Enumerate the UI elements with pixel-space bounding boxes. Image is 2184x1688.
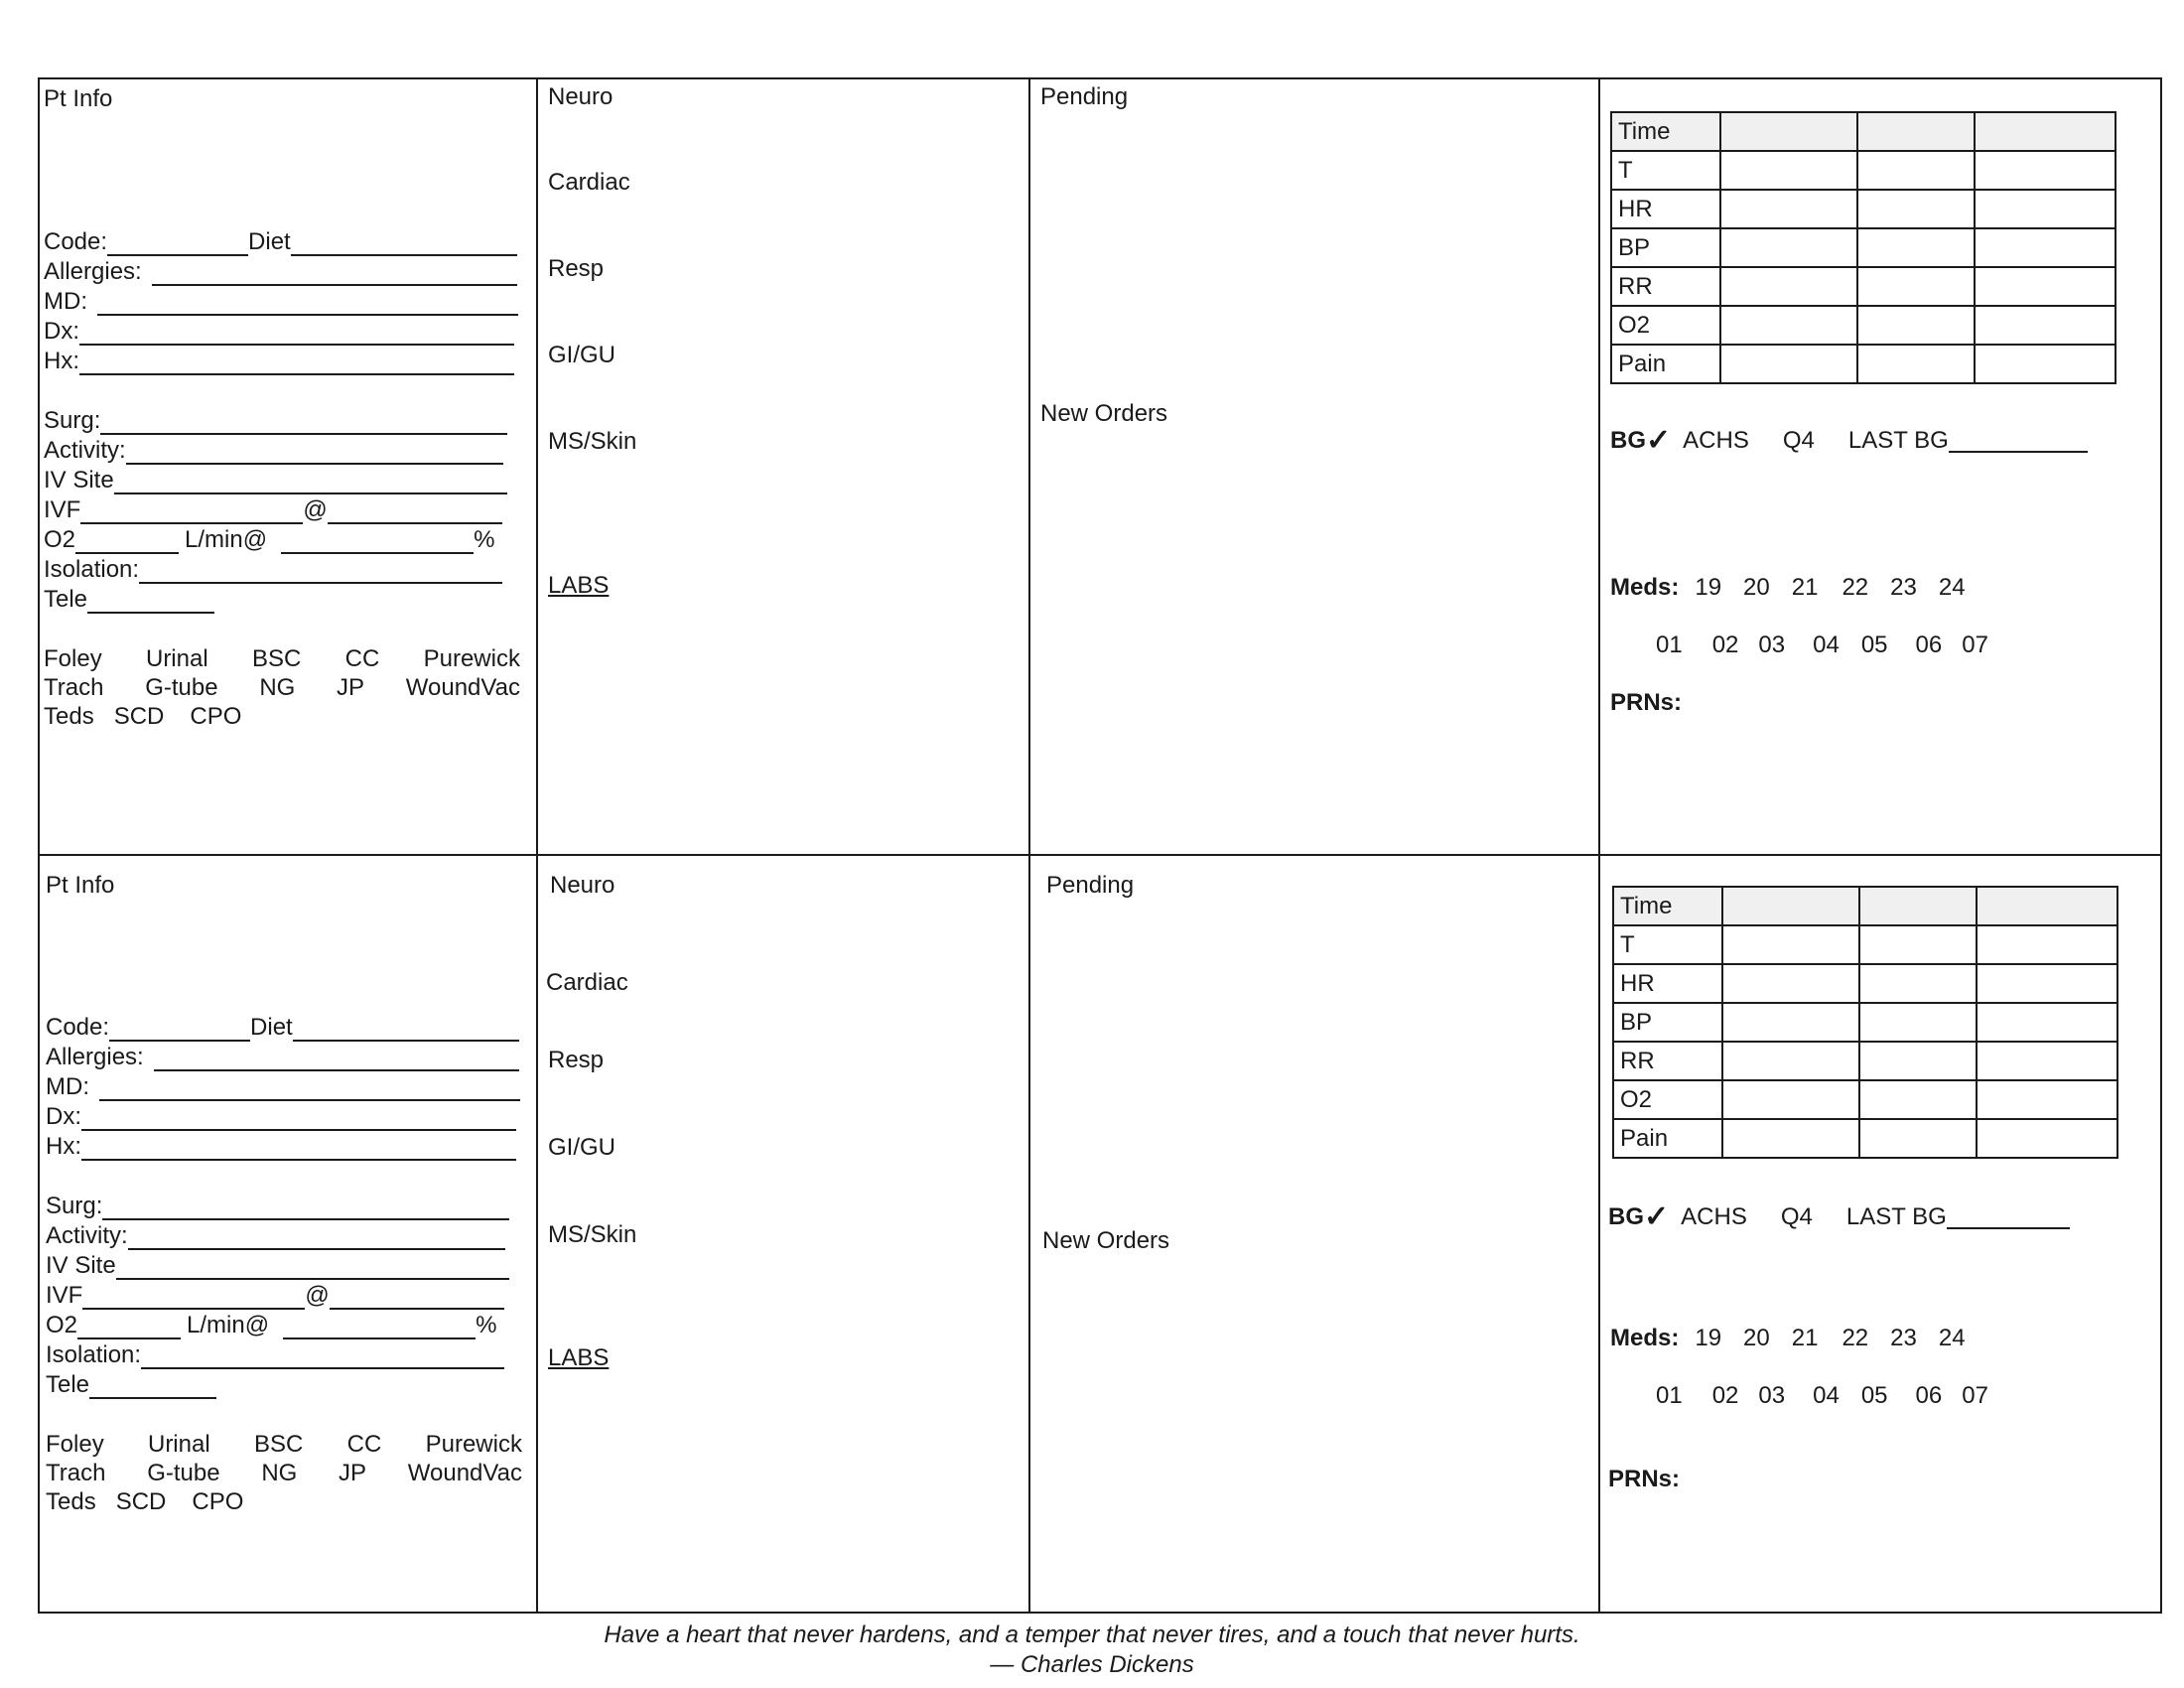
vitals-row-label: HR	[1611, 190, 1720, 228]
iv-site-field[interactable]: IV Site	[46, 1252, 509, 1280]
msskin-label: MS/Skin	[548, 428, 637, 455]
vitals-cell[interactable]	[1720, 306, 1857, 345]
vitals-row-label: O2	[1613, 1080, 1722, 1119]
vitals-row-label: RR	[1613, 1042, 1722, 1080]
vitals-cell[interactable]	[1720, 151, 1857, 190]
allergies-field[interactable]: Allergies:	[44, 258, 517, 286]
med-hour[interactable]: 02	[1711, 632, 1739, 658]
device-option[interactable]: CC	[346, 1431, 382, 1458]
md-field[interactable]: MD:	[44, 288, 518, 316]
vitals-cell[interactable]	[1857, 112, 1975, 151]
vitals-row-label: Pain	[1611, 345, 1720, 383]
allergies-field[interactable]: Allergies:	[46, 1044, 519, 1071]
vitals-cell[interactable]	[1975, 306, 2116, 345]
vitals-cell[interactable]	[1975, 345, 2116, 383]
q4-option[interactable]: Q4	[1782, 427, 1815, 454]
labs-label: LABS	[548, 1344, 610, 1371]
vitals-cell[interactable]	[1859, 887, 1977, 925]
med-hour[interactable]: 21	[1791, 1325, 1819, 1351]
vitals-cell[interactable]	[1722, 925, 1859, 964]
vitals-cell[interactable]	[1977, 1042, 2117, 1080]
vitals-cell[interactable]	[1977, 1119, 2117, 1158]
device-row	[46, 1431, 522, 1459]
med-hour[interactable]: 04	[1813, 1382, 1840, 1409]
vitals-cell[interactable]	[1722, 1003, 1859, 1042]
vitals-cell[interactable]	[1720, 112, 1857, 151]
dx-field[interactable]: Dx:	[44, 318, 514, 346]
device-row	[44, 703, 241, 731]
device-option[interactable]: Teds	[44, 703, 94, 730]
meds-row	[1610, 574, 1966, 602]
meds-row-2	[1656, 1382, 1988, 1410]
med-hour[interactable]: 04	[1813, 632, 1840, 658]
o2-field[interactable]: O2 L/min@ %	[44, 526, 495, 553]
tele-field[interactable]: Tele	[46, 1371, 216, 1399]
med-hour[interactable]: 02	[1711, 1382, 1739, 1409]
cardiac-label: Cardiac	[546, 969, 628, 996]
last-bg-label: LAST BG	[1845, 1203, 1947, 1230]
device-row	[46, 1488, 243, 1516]
vitals-cell[interactable]	[1975, 190, 2116, 228]
vitals-cell[interactable]	[1975, 151, 2116, 190]
right-border	[2160, 77, 2162, 1614]
vitals-cell[interactable]	[1859, 1003, 1977, 1042]
vitals-row-label: HR	[1613, 964, 1722, 1003]
vitals-cell[interactable]	[1722, 1042, 1859, 1080]
ivf-field[interactable]: IVF @	[44, 496, 502, 524]
device-option[interactable]: G-tube	[145, 674, 218, 701]
bg-row	[1610, 424, 2088, 457]
top-border	[38, 77, 2162, 79]
device-option[interactable]: CPO	[192, 1488, 244, 1515]
med-hour[interactable]: 23	[1890, 1325, 1917, 1351]
vitals-cell[interactable]	[1975, 267, 2116, 306]
pending-label: Pending	[1046, 872, 1135, 899]
quote-text: Have a heart that never hardens, and a temper that never tires, and a touch that never hurts.	[604, 1621, 1580, 1648]
code-diet-field[interactable]: Code: Diet	[46, 1014, 519, 1042]
resp-label: Resp	[548, 1047, 605, 1073]
achs-option[interactable]: ACHS	[1683, 427, 1749, 454]
vitals-cell[interactable]	[1857, 228, 1975, 267]
med-hour[interactable]: 06	[1915, 632, 1943, 658]
prns-label: PRNs:	[1610, 689, 1683, 716]
vitals-cell[interactable]	[1859, 1042, 1977, 1080]
vitals-cell[interactable]	[1720, 190, 1857, 228]
table-row	[1611, 267, 2116, 306]
md-field[interactable]: MD:	[46, 1073, 520, 1101]
achs-option[interactable]: ACHS	[1681, 1203, 1747, 1230]
vitals-cell[interactable]	[1859, 925, 1977, 964]
device-option[interactable]: Teds	[46, 1488, 96, 1515]
vitals-cell[interactable]	[1977, 1003, 2117, 1042]
device-option[interactable]: CC	[344, 645, 380, 672]
code-diet-field[interactable]: Code: Diet	[44, 228, 517, 256]
table-row	[1611, 190, 2116, 228]
bottom-border	[38, 1612, 2162, 1614]
table-row	[1613, 1119, 2117, 1158]
device-row	[44, 645, 520, 673]
table-row	[1611, 151, 2116, 190]
check-icon: ✓	[1646, 424, 1672, 457]
med-hour[interactable]: 01	[1656, 632, 1683, 658]
table-row	[1611, 306, 2116, 345]
vitals-cell[interactable]	[1977, 1080, 2117, 1119]
device-option[interactable]: G-tube	[147, 1460, 220, 1486]
prns-label: PRNs:	[1608, 1466, 1681, 1492]
bg-row	[1608, 1200, 2070, 1233]
vitals-cell[interactable]	[1859, 1119, 1977, 1158]
pt-info-title: Pt Info	[46, 872, 115, 899]
device-option[interactable]: Foley	[46, 1431, 104, 1458]
divider-3	[1598, 77, 1600, 1614]
med-hour[interactable]: 20	[1743, 1325, 1770, 1351]
dx-field[interactable]: Dx:	[46, 1103, 516, 1131]
tele-field[interactable]: Tele	[44, 586, 214, 614]
device-option[interactable]: NG	[261, 1460, 298, 1486]
vitals-row-label: Time	[1613, 887, 1722, 925]
vitals-cell[interactable]	[1975, 112, 2116, 151]
iv-site-field[interactable]: IV Site	[44, 467, 507, 494]
med-hour[interactable]: 03	[1758, 1382, 1786, 1409]
vitals-cell[interactable]	[1859, 964, 1977, 1003]
vitals-cell[interactable]	[1977, 964, 2117, 1003]
med-hour[interactable]: 22	[1842, 1325, 1869, 1351]
hx-field[interactable]: Hx:	[46, 1133, 516, 1161]
vitals-cell[interactable]	[1720, 345, 1857, 383]
table-row	[1613, 887, 2117, 925]
last-bg-field[interactable]	[1949, 427, 2088, 453]
med-hour[interactable]: 19	[1695, 1325, 1722, 1351]
isolation-field[interactable]: Isolation:	[44, 556, 502, 584]
last-bg-label: LAST BG	[1847, 427, 1949, 454]
bg-label: BG	[1608, 1203, 1644, 1230]
device-option[interactable]: Trach	[44, 674, 104, 701]
vitals-cell[interactable]	[1857, 151, 1975, 190]
table-row	[1611, 228, 2116, 267]
med-hour[interactable]: 19	[1695, 574, 1722, 601]
table-row	[1613, 1003, 2117, 1042]
hx-field[interactable]: Hx:	[44, 348, 514, 375]
device-row	[44, 674, 520, 702]
vitals-cell[interactable]	[1857, 190, 1975, 228]
device-option[interactable]: CPO	[190, 703, 242, 730]
device-option[interactable]: JP	[339, 1460, 367, 1486]
table-row	[1613, 1080, 2117, 1119]
med-hour[interactable]: 07	[1962, 1382, 1988, 1409]
activity-field[interactable]: Activity:	[44, 437, 503, 465]
med-hour[interactable]: 06	[1915, 1382, 1943, 1409]
med-hour[interactable]: 24	[1938, 574, 1966, 601]
isolation-field[interactable]: Isolation:	[46, 1341, 504, 1369]
device-option[interactable]: BSC	[251, 645, 302, 672]
device-option[interactable]: Urinal	[145, 645, 208, 672]
med-hour[interactable]: 24	[1938, 1325, 1966, 1351]
table-row	[1613, 964, 2117, 1003]
device-option[interactable]: Trach	[46, 1460, 106, 1486]
vitals-row-label: RR	[1611, 267, 1720, 306]
gigu-label: GI/GU	[548, 1134, 616, 1161]
bg-label: BG	[1610, 427, 1646, 454]
neuro-label: Neuro	[550, 872, 615, 899]
device-option[interactable]: Urinal	[147, 1431, 210, 1458]
vitals-cell[interactable]	[1722, 887, 1859, 925]
surg-field[interactable]: Surg:	[44, 407, 507, 435]
neuro-label: Neuro	[548, 83, 614, 110]
vitals-row-label: T	[1611, 151, 1720, 190]
left-border	[38, 77, 40, 1614]
device-option[interactable]: SCD	[113, 703, 165, 730]
vitals-row-label: BP	[1611, 228, 1720, 267]
o2-field[interactable]: O2 L/min@ %	[46, 1312, 497, 1338]
check-icon: ✓	[1644, 1200, 1670, 1233]
vitals-cell[interactable]	[1720, 267, 1857, 306]
vitals-cell[interactable]	[1859, 1080, 1977, 1119]
vitals-cell[interactable]	[1857, 306, 1975, 345]
vitals-cell[interactable]	[1720, 228, 1857, 267]
vitals-row-label: Time	[1611, 112, 1720, 151]
device-option[interactable]: WoundVac	[405, 674, 520, 701]
vitals-cell[interactable]	[1857, 345, 1975, 383]
med-hour[interactable]: 22	[1842, 574, 1869, 601]
med-hour[interactable]: 23	[1890, 574, 1917, 601]
vitals-cell[interactable]	[1977, 925, 2117, 964]
med-hour[interactable]: 07	[1962, 632, 1988, 658]
ivf-field[interactable]: IVF @	[46, 1282, 504, 1310]
new-orders-label: New Orders	[1042, 1227, 1170, 1254]
last-bg-field[interactable]	[1947, 1203, 2070, 1229]
device-option[interactable]: BSC	[253, 1431, 304, 1458]
vitals-cell[interactable]	[1722, 1080, 1859, 1119]
device-option[interactable]: SCD	[115, 1488, 167, 1515]
device-option[interactable]: WoundVac	[407, 1460, 522, 1486]
med-hour[interactable]: 01	[1656, 1382, 1683, 1409]
cardiac-label: Cardiac	[548, 169, 630, 196]
meds-label: Meds:	[1610, 574, 1680, 601]
vitals-row-label: O2	[1611, 306, 1720, 345]
vitals-row-label: T	[1613, 925, 1722, 964]
divider-1	[536, 77, 538, 1614]
table-row	[1613, 925, 2117, 964]
device-option[interactable]: Purewick	[425, 1431, 522, 1458]
meds-label: Meds:	[1610, 1325, 1680, 1351]
q4-option[interactable]: Q4	[1780, 1203, 1813, 1230]
vitals-cell[interactable]	[1857, 267, 1975, 306]
med-hour[interactable]: 05	[1860, 632, 1888, 658]
vitals-cell[interactable]	[1722, 1119, 1859, 1158]
gigu-label: GI/GU	[548, 342, 616, 368]
table-row	[1613, 1042, 2117, 1080]
msskin-label: MS/Skin	[548, 1221, 637, 1248]
vitals-cell[interactable]	[1977, 887, 2117, 925]
device-option[interactable]: JP	[337, 674, 365, 701]
vitals-table[interactable]	[1610, 111, 2116, 384]
vitals-cell[interactable]	[1722, 964, 1859, 1003]
pending-label: Pending	[1040, 83, 1129, 110]
meds-row	[1610, 1325, 1966, 1352]
device-option[interactable]: Foley	[44, 645, 102, 672]
device-option[interactable]: NG	[259, 674, 296, 701]
divider-2	[1028, 77, 1030, 1614]
labs-label: LABS	[548, 572, 610, 599]
vitals-table[interactable]	[1612, 886, 2118, 1159]
meds-row-2	[1656, 632, 1988, 659]
vitals-cell[interactable]	[1975, 228, 2116, 267]
pt-info-title: Pt Info	[44, 85, 113, 112]
device-option[interactable]: Purewick	[423, 645, 520, 672]
med-hour[interactable]: 03	[1758, 632, 1786, 658]
surg-field[interactable]: Surg:	[46, 1193, 509, 1220]
med-hour[interactable]: 21	[1791, 574, 1819, 601]
vitals-row-label: BP	[1613, 1003, 1722, 1042]
med-hour[interactable]: 05	[1860, 1382, 1888, 1409]
table-row	[1611, 345, 2116, 383]
device-row	[46, 1460, 522, 1487]
quote-author: — Charles Dickens	[990, 1651, 1194, 1678]
resp-label: Resp	[548, 255, 605, 282]
med-hour[interactable]: 20	[1743, 574, 1770, 601]
new-orders-label: New Orders	[1040, 400, 1168, 427]
vitals-row-label: Pain	[1613, 1119, 1722, 1158]
middle-divider	[38, 854, 2162, 856]
table-row	[1611, 112, 2116, 151]
activity-field[interactable]: Activity:	[46, 1222, 505, 1250]
